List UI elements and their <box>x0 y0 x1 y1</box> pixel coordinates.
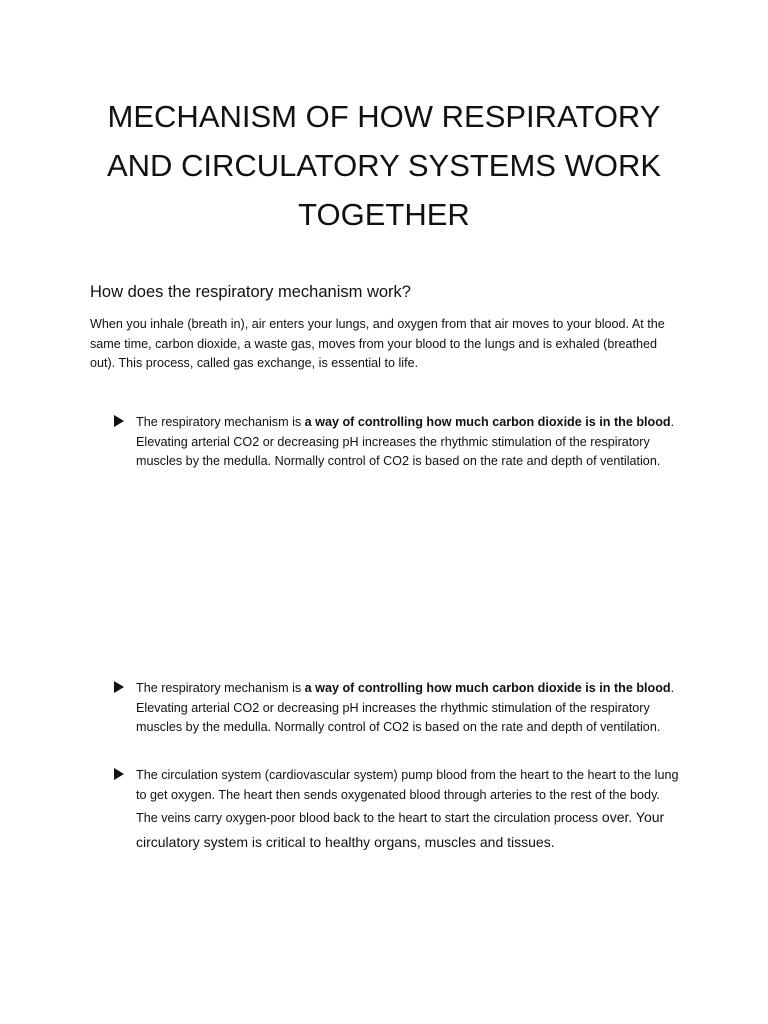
bullet-text-2 <box>136 679 680 738</box>
document-title <box>90 92 678 239</box>
bullet-item-2 <box>114 679 680 738</box>
bullet-1-rest: . Elevating arterial CO2 or decreasing pH increases the rhythmic stimulation of the respiratory muscles by the medulla. Normally control of CO2 is based on the rate and depth of ventilation. <box>136 415 675 468</box>
bullet-3-tail: over. Your circulatory system is critical to healthy organs, muscles and tissues. <box>136 809 665 850</box>
triangle-bullet-icon <box>114 415 124 427</box>
section-heading: How does the respiratory mechanism work? <box>90 283 411 301</box>
bullet-2-bold: a way of controlling how much carbon dioxide is in the blood <box>304 681 671 695</box>
bullet-3-lead: The circulation system (cardiovascular system) pump blood from the heart to the heart to the lung to get oxygen. The heart then sends oxygenated blood through arteries to the rest of the body. The veins carry oxygen-poor blood back to the heart to start the circulation process <box>136 768 679 825</box>
bullet-2-rest: . Elevating arterial CO2 or decreasing pH increases the rhythmic stimulation of the respiratory muscles by the medulla. Normally control of CO2 is based on the rate and depth of ventilation. <box>136 681 675 734</box>
title-line-1: MECHANISM OF HOW RESPIRATORY <box>107 99 661 134</box>
bullet-text-3 <box>136 766 680 855</box>
intro-paragraph: When you inhale (breath in), air enters your lungs, and oxygen from that air moves to your blood. At the same time, carbon dioxide, a waste gas, moves from your blood to the lungs and is exhaled (breathed out). This process, called gas exchange, is essential to life. <box>90 317 665 370</box>
bullet-1-lead: The respiratory mechanism is <box>136 415 305 429</box>
bullet-item-1 <box>114 413 680 472</box>
bullet-2-lead: The respiratory mechanism is <box>136 681 305 695</box>
title-line-3: TOGETHER <box>298 197 470 232</box>
triangle-bullet-icon <box>114 681 124 693</box>
title-line-2: AND CIRCULATORY SYSTEMS WORK <box>106 148 662 183</box>
bullet-1-bold: a way of controlling how much carbon dioxide is in the blood <box>304 415 671 429</box>
bullet-item-3 <box>114 766 680 855</box>
bullet-text-1 <box>136 413 680 472</box>
triangle-bullet-icon <box>114 768 124 780</box>
